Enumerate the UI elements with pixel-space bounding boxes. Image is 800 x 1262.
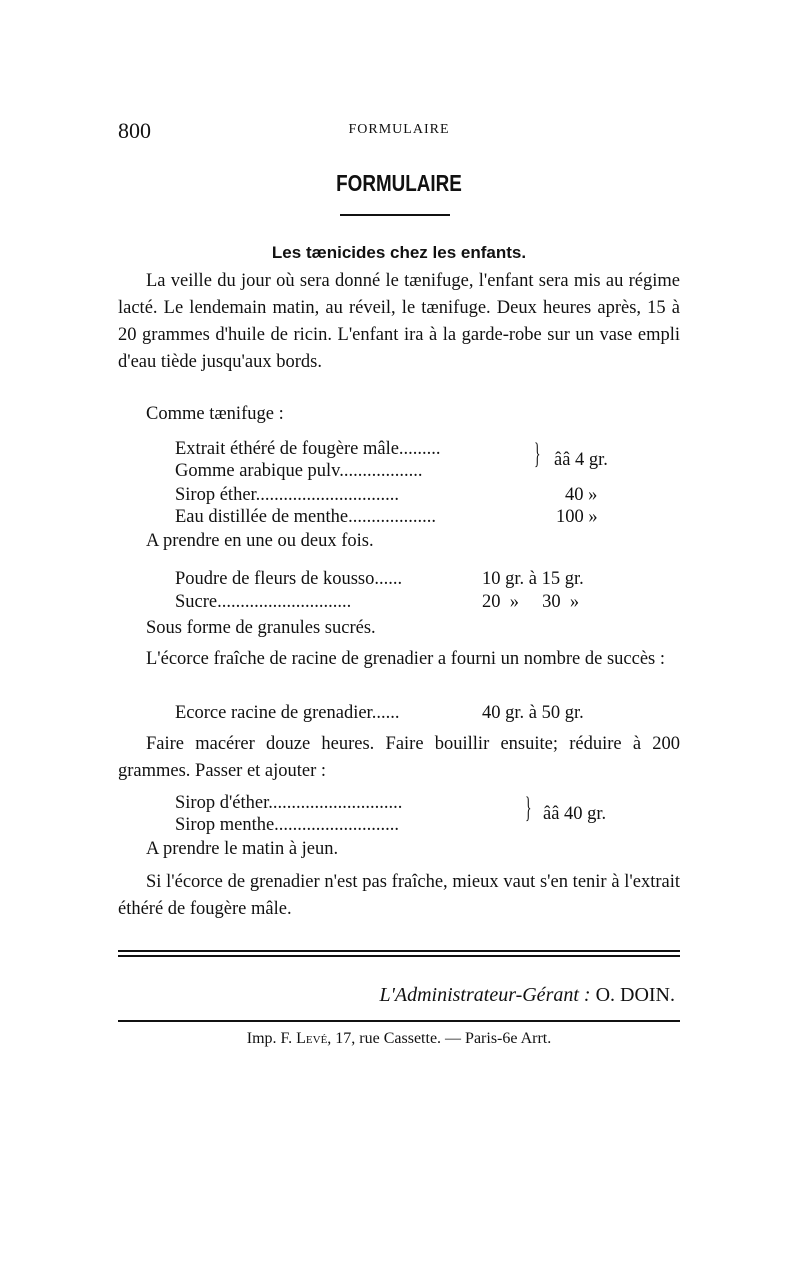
ingredient-name: Ecorce racine de grenadier...... xyxy=(175,703,400,723)
double-rule xyxy=(118,950,680,957)
dosage-note: A prendre en une ou deux fois. xyxy=(146,531,374,551)
paragraph-preparation: Faire macérer douze heures. Faire bouillir ensuite; réduire à 200 grammes. Passer et ajouter : xyxy=(118,734,680,781)
ingredient-quantity: 100 » xyxy=(556,507,598,527)
form-note: Sous forme de granules sucrés. xyxy=(146,618,376,638)
paragraph-grenadier: L'écorce fraîche de racine de grenadier a fourni un nombre de succès : xyxy=(146,649,666,669)
grouped-quantity: ââ 4 gr. xyxy=(554,450,608,470)
imprint-prefix: Imp. F. xyxy=(246,1030,293,1047)
signature-role: L'Administrateur-Gérant : xyxy=(379,984,591,1006)
recipe-line xyxy=(175,506,635,528)
signature-line xyxy=(118,984,675,1007)
ingredient-quantity: 40 gr. à 50 gr. xyxy=(482,703,584,723)
recipe-line xyxy=(175,591,635,613)
ingredient-name: Poudre de fleurs de kousso...... xyxy=(175,569,403,589)
running-head xyxy=(118,118,680,142)
section-title: FORMULAIRE xyxy=(336,170,462,196)
brace-icon: } xyxy=(534,437,541,470)
footer-rule xyxy=(118,1020,680,1022)
ingredient-name: Sirop d'éther............................. xyxy=(175,793,403,813)
dosage-note: A prendre le matin à jeun. xyxy=(146,839,339,859)
ingredient-name: Sucre............................. xyxy=(175,592,352,612)
imprint-printer: Levé xyxy=(296,1030,328,1047)
ingredient-name: Eau distillée de menthe................... xyxy=(175,507,436,527)
imprint-address: , 17, rue Cassette. — Paris-6e Arrt. xyxy=(327,1030,552,1047)
recipe-line xyxy=(175,702,635,724)
recipe-line xyxy=(175,484,635,506)
signature-name: O. DOIN. xyxy=(595,984,675,1006)
ingredient-name: Sirop menthe........................... xyxy=(175,815,400,835)
recipe-line xyxy=(175,568,635,590)
tænifuge-intro: Comme tænifuge : xyxy=(146,404,284,424)
ingredient-name: Extrait éthéré de fougère mâle......... xyxy=(175,439,441,459)
paragraph-intro: La veille du jour où sera donné le tænifuge, l'enfant sera mis au régime lacté. Le lendemain matin, au réveil, le tænifuge. Deux heures après, 15 à 20 grammes d'huile de ricin. L'enfant ira à la garde-robe sur un vase empli d'eau tiède jusqu'aux bords. xyxy=(118,271,680,372)
subtitle: Les tænicides chez les enfants. xyxy=(271,243,527,262)
ingredient-quantity: 20 » 30 » xyxy=(482,592,580,612)
ingredient-name: Gomme arabique pulv.................. xyxy=(175,461,423,481)
ingredient-quantity: 40 » xyxy=(565,485,598,505)
imprint xyxy=(118,1030,680,1048)
paragraph-conclusion: Si l'écorce de grenadier n'est pas fraîche, mieux vaut s'en tenir à l'extrait éthéré de fougère mâle. xyxy=(118,872,680,919)
ingredient-quantity: 10 gr. à 15 gr. xyxy=(482,569,584,589)
grouped-quantity: ââ 40 gr. xyxy=(543,804,607,824)
running-title: FORMULAIRE xyxy=(348,122,450,137)
brace-icon: } xyxy=(525,791,532,824)
ingredient-name: Sirop éther............................... xyxy=(175,485,400,505)
page-number: 800 xyxy=(118,118,151,143)
title-rule xyxy=(340,214,450,216)
